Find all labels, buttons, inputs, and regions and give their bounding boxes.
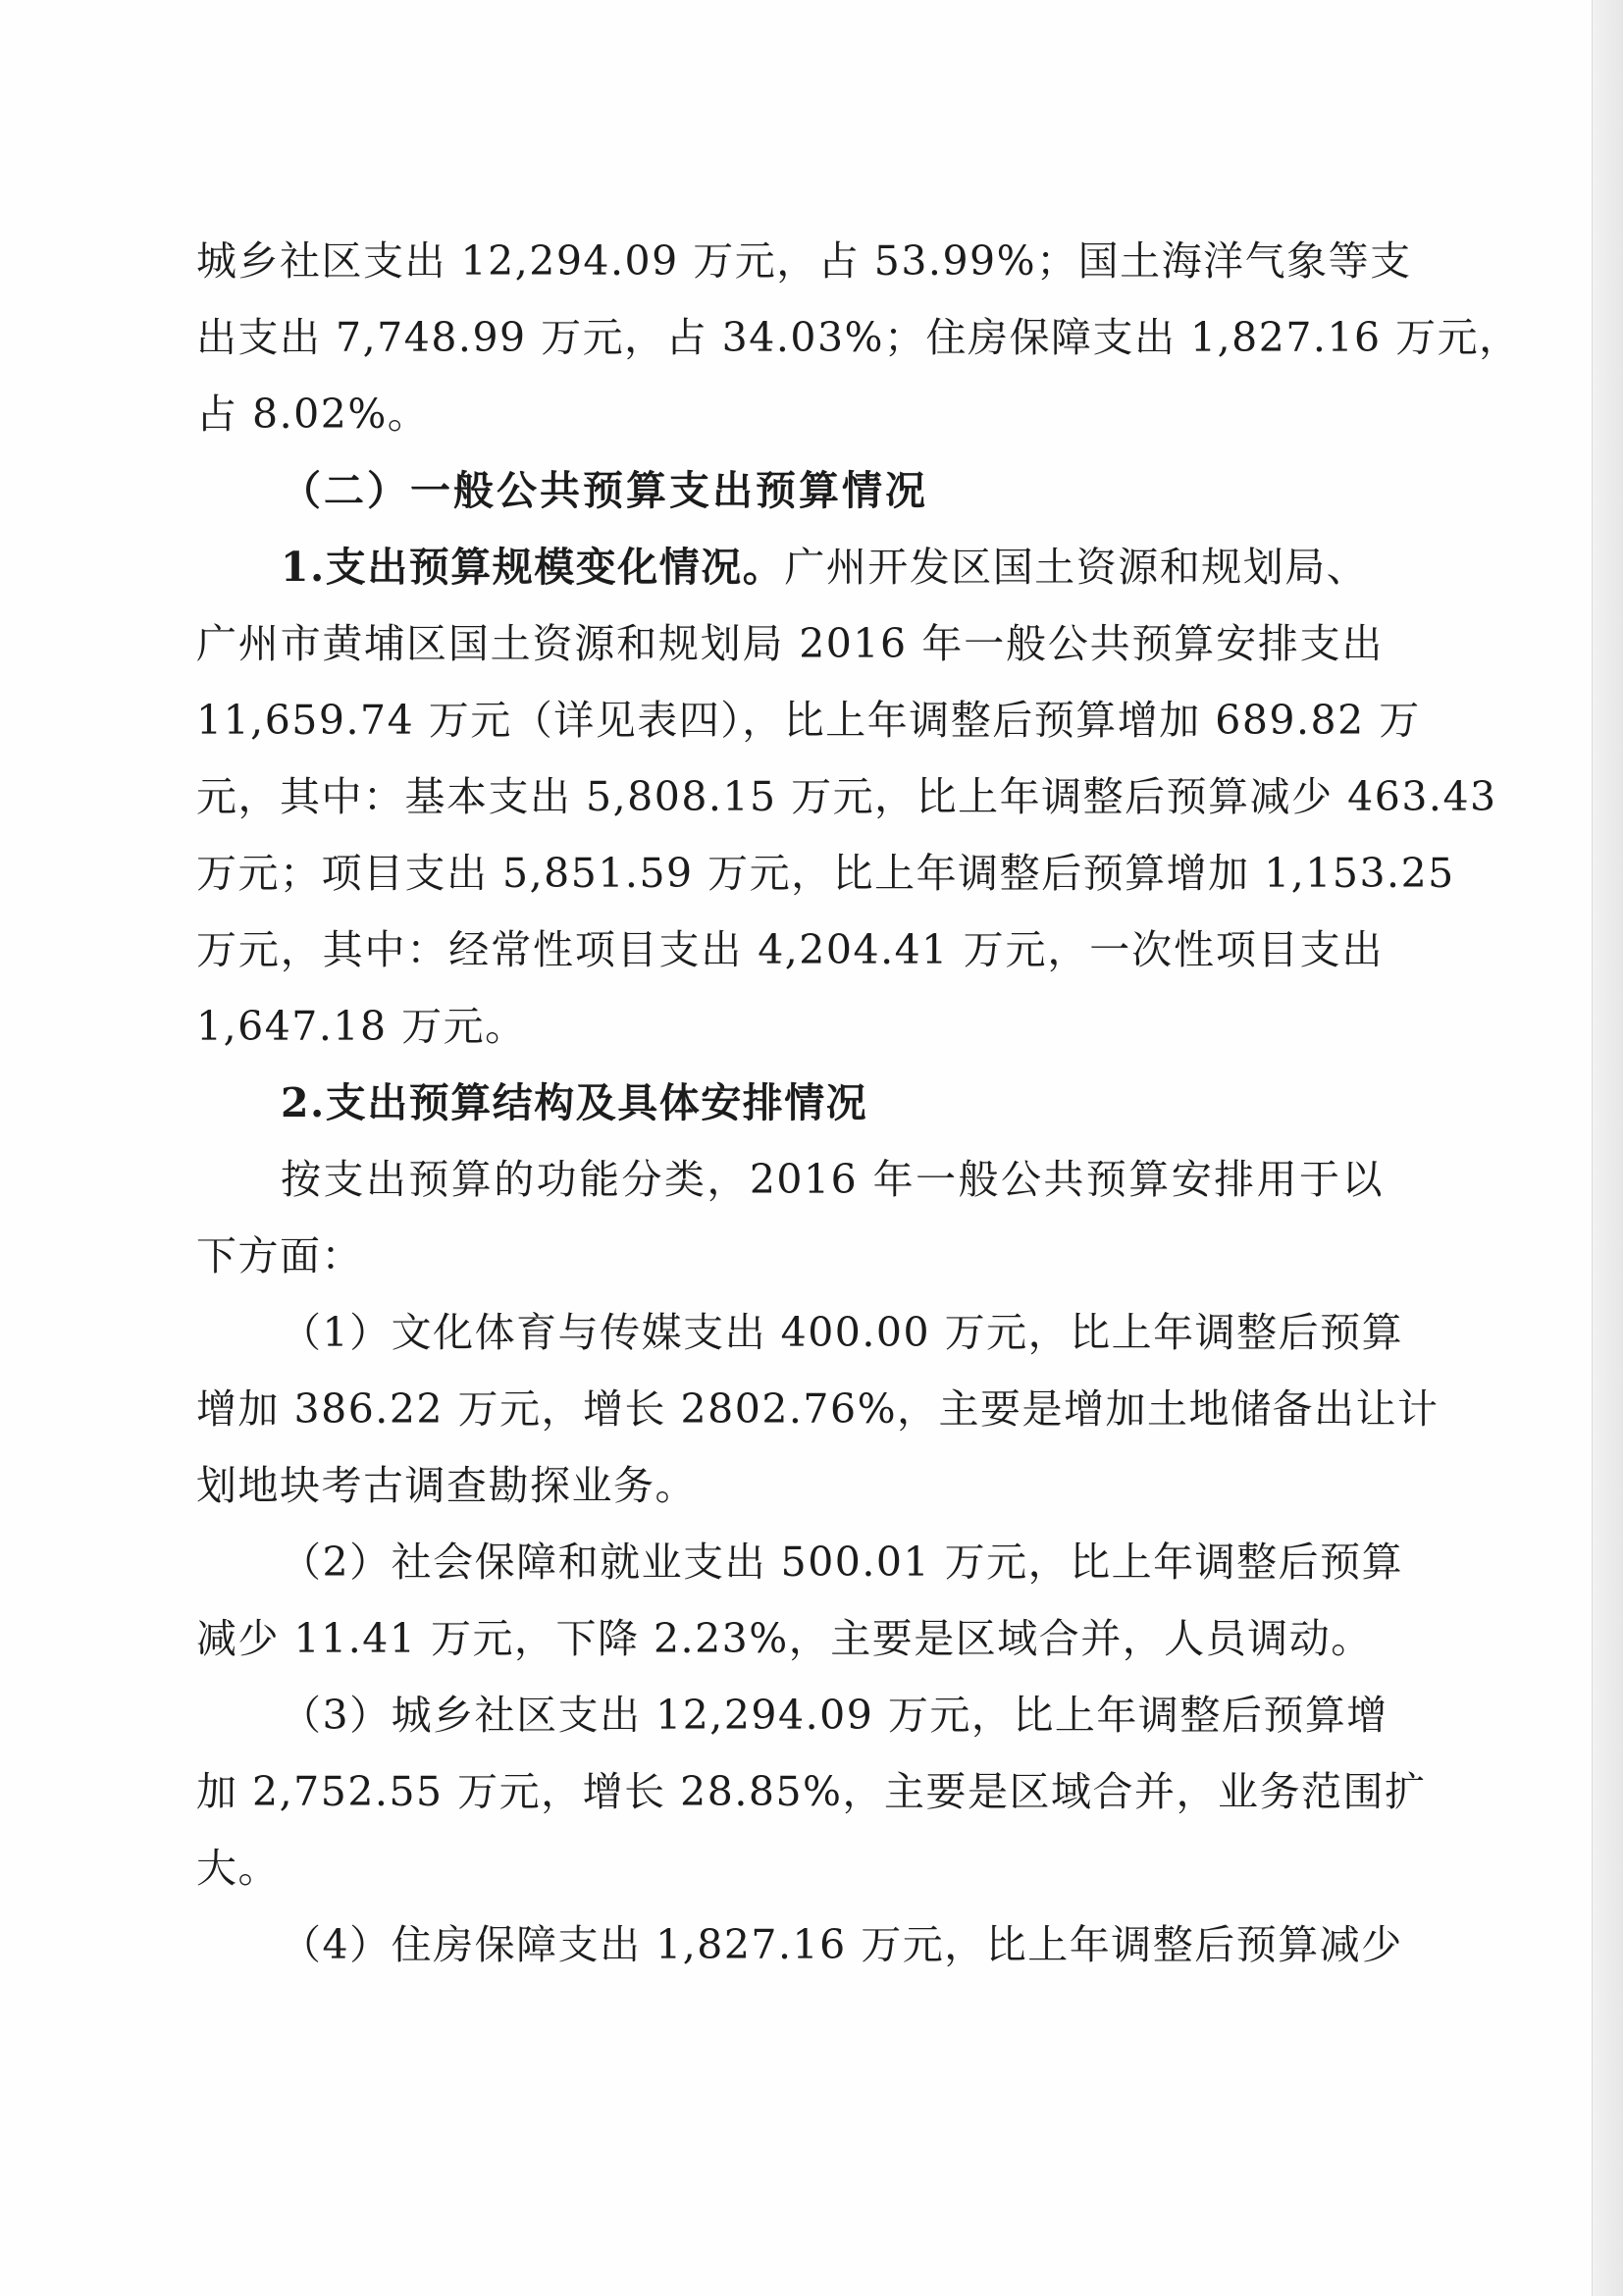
text-line: 11,659.74 万元（详见表四），比上年调整后预算增加 689.82 万 — [196, 697, 1421, 744]
text-line: 按支出预算的功能分类，2016 年一般公共预算安排用于以 — [281, 1156, 1384, 1203]
text-line: 增加 386.22 万元，增长 2802.76%，主要是增加土地储备出让计 — [196, 1385, 1440, 1433]
text-line: 广州开发区国土资源和规划局、 — [784, 544, 1369, 591]
list-item-text: （2）社会保障和就业支出 500.01 万元，比上年调整后预算 — [281, 1539, 1404, 1586]
text-line: 大。 — [196, 1845, 280, 1892]
list-item-text: （4）住房保障支出 1,827.16 万元，比上年调整后预算减少 — [281, 1921, 1403, 1968]
subsection-heading: 1.支出预算规模变化情况。 — [281, 544, 785, 591]
text-line — [281, 540, 1384, 595]
text-line: 减少 11.41 万元，下降 2.23%，主要是区域合并，人员调动。 — [196, 1615, 1373, 1662]
text-line: 划地块考古调查勘探业务。 — [196, 1462, 697, 1509]
text-line: 占 8.02%。 — [196, 391, 430, 438]
text-line: 广州市黄埔区国土资源和规划局 2016 年一般公共预算安排支出 — [196, 620, 1384, 667]
text-line: 万元；项目支出 5,851.59 万元，比上年调整后预算增加 1,153.25 — [196, 850, 1455, 897]
text-line: 1,647.18 万元。 — [196, 1003, 527, 1050]
text-line: 出支出 7,748.99 万元，占 34.03%；住房保障支出 1,827.16 万元， — [196, 314, 1521, 361]
text-line: 元，其中：基本支出 5,808.15 万元，比上年调整后预算减少 463.43 — [196, 773, 1497, 820]
text-line: 城乡社区支出 12,294.09 万元，占 53.99%；国土海洋气象等支 — [196, 237, 1412, 285]
list-item-text: （3）城乡社区支出 12,294.09 万元，比上年调整后预算增 — [281, 1692, 1388, 1739]
text-line: 下方面： — [196, 1232, 363, 1279]
text-line: 万元，其中：经常性项目支出 4,204.41 万元，一次性项目支出 — [196, 926, 1384, 973]
scan-edge — [1592, 0, 1623, 2296]
section-heading: （二）一般公共预算支出预算情况 — [281, 467, 928, 514]
text-line: 加 2,752.55 万元，增长 28.85%，主要是区域合并，业务范围扩 — [196, 1768, 1427, 1815]
subsection-heading: 2.支出预算结构及具体安排情况 — [281, 1079, 868, 1126]
list-item-text: （1）文化体育与传媒支出 400.00 万元，比上年调整后预算 — [281, 1309, 1404, 1356]
